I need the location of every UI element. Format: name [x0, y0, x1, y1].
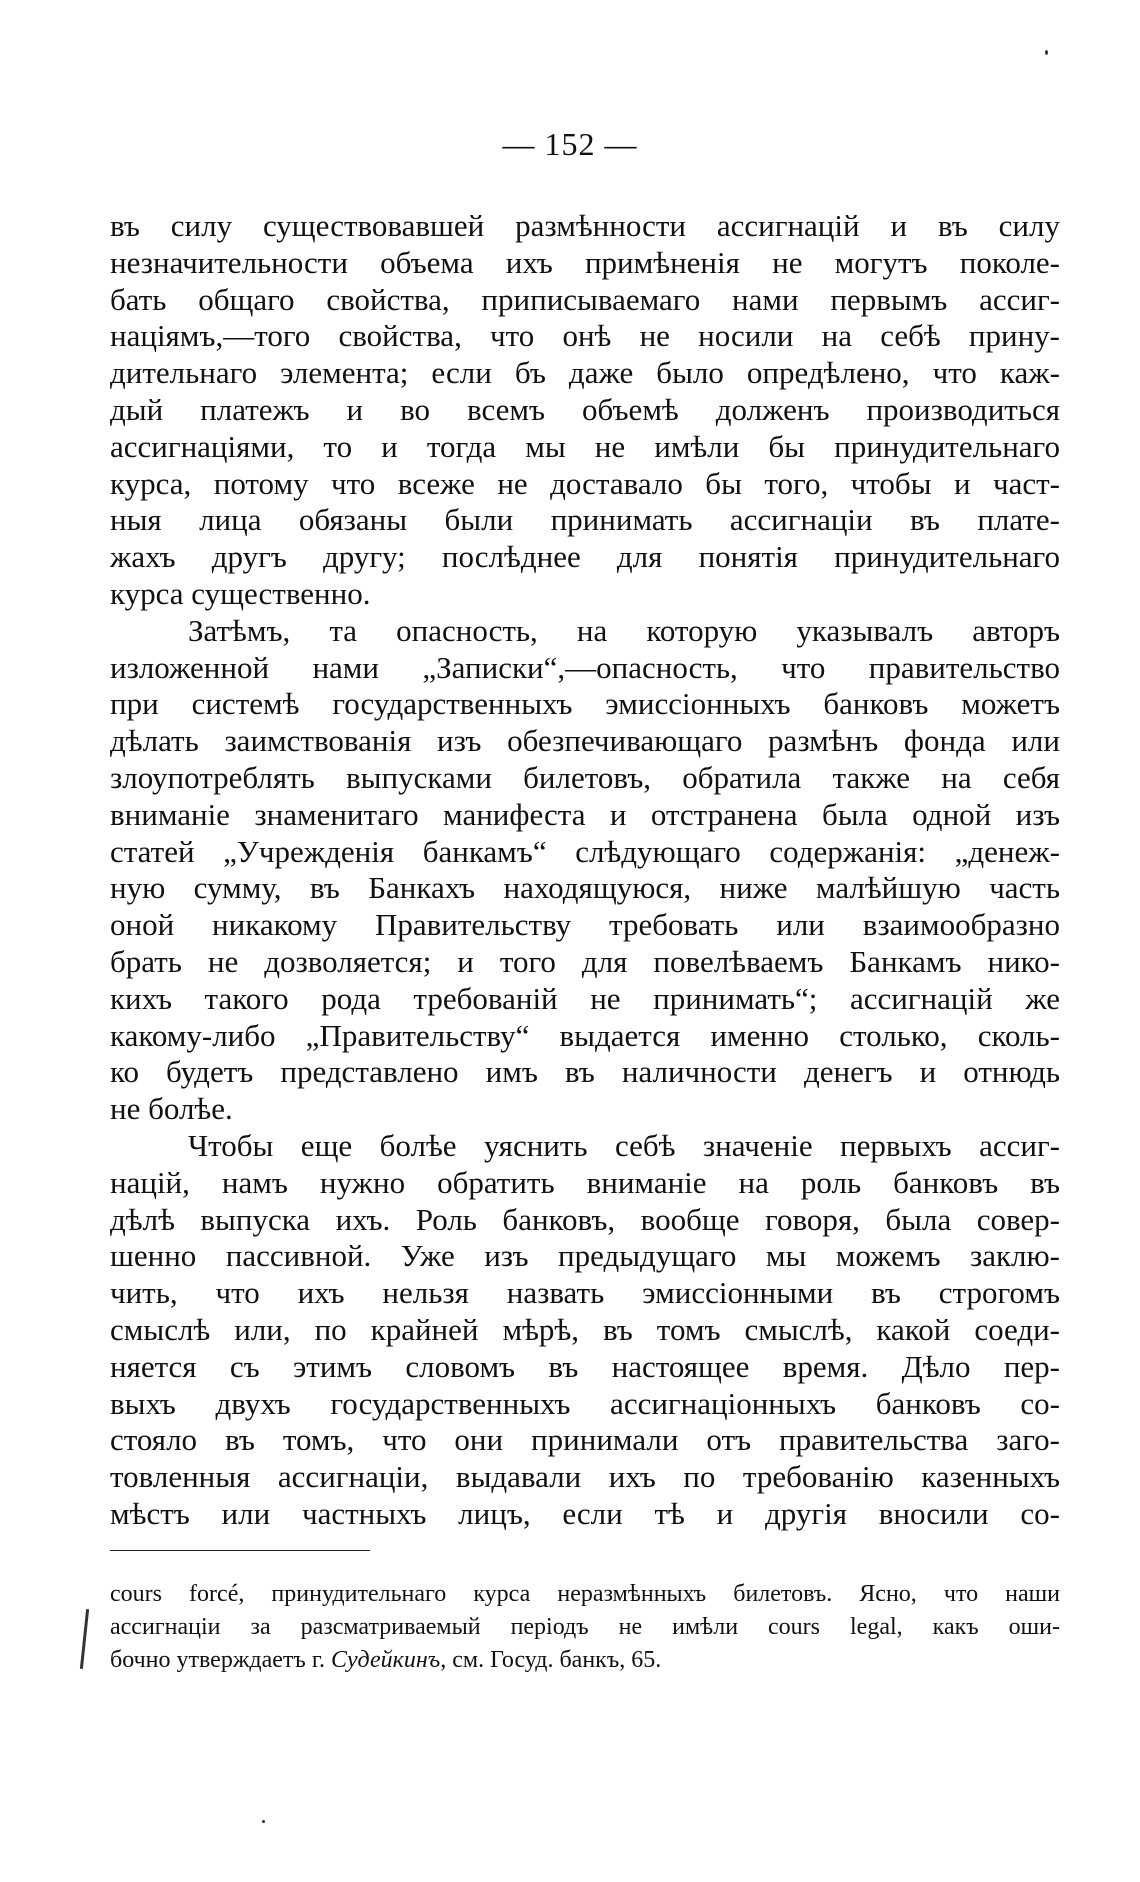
text-line: курса, потому что всеже не доставало бы того, чтобы и част-	[110, 465, 1060, 501]
footnote-line	[110, 1644, 1060, 1677]
text-line: злоупотреблять выпусками билетовъ, обратила также на себя	[110, 759, 1060, 795]
text-line: стояло въ томъ, что они принимали отъ правительства заго-	[110, 1422, 1060, 1458]
text-line: статей „Учрежденія банкамъ“ слѣдующаго содержанія: „денеж-	[110, 833, 1060, 869]
text-line: шенно пассивной. Уже изъ предыдущаго мы можемъ заклю-	[110, 1238, 1060, 1274]
text-line: въ силу существовавшей размѣнности ассигнацій и въ силу	[110, 208, 1060, 243]
text-line: товленныя ассигнаціи, выдавали ихъ по требованію казенныхъ	[110, 1459, 1060, 1495]
text-line: изложенной нами „Записки“,—опасность, что правительство	[110, 649, 1060, 685]
paragraph-start-line: Чтобы еще болѣе уяснить себѣ значеніе первыхъ ассиг-	[188, 1127, 1060, 1163]
paragraph-end-line: не болѣе.	[110, 1091, 233, 1127]
body-text	[110, 208, 1060, 1533]
text-line: ныя лица обязаны были принимать ассигнаціи въ плате-	[110, 502, 1060, 538]
text-line: оной никакому Правительству требовать или взаимообразно	[110, 907, 1060, 943]
page-number: — 152 —	[502, 126, 638, 162]
text-line: няется съ этимъ словомъ въ настоящее время. Дѣло пер-	[110, 1348, 1060, 1384]
text-line: кихъ такого рода требованій не принимать“; ассигнацій же	[110, 980, 1060, 1016]
text-line: дительнаго элемента; если бъ даже было опредѣлено, что каж-	[110, 355, 1060, 391]
ink-speck	[1045, 50, 1048, 55]
text-line: ко будетъ представлено имъ въ наличности денегъ и отнюдь	[110, 1054, 1060, 1090]
paragraph-start-line: Затѣмъ, та опасность, на которую указывалъ авторъ	[188, 612, 1060, 648]
text-line: выхъ двухъ государственныхъ ассигнаціонныхъ банковъ со-	[110, 1385, 1060, 1421]
footnote-author-name: Судейкинъ	[330, 1647, 441, 1673]
text-line: націй, намъ нужно обратить вниманіе на роль банковъ въ	[110, 1164, 1060, 1200]
footnote-line: ассигнаціи за разсматриваемый періодъ не имѣли cours legal, какъ оши-	[110, 1614, 1060, 1640]
text-line: ассигнаціями, то и тогда мы не имѣли бы принудительнаго	[110, 428, 1060, 464]
text-line: ную сумму, въ Банкахъ находящуюся, ниже малѣйшую часть	[110, 870, 1060, 906]
text-line: націямъ,—того свойства, что онѣ не носили на себѣ прину-	[110, 318, 1060, 354]
text-line: чить, что ихъ нельзя назвать эмиссіонными въ строгомъ	[110, 1275, 1060, 1311]
text-line: смыслѣ или, по крайней мѣрѣ, въ томъ смыслѣ, какой соеди-	[110, 1311, 1060, 1347]
text-line: какому-либо „Правительству“ выдается именно столько, сколь-	[110, 1017, 1060, 1053]
text-line: дый платежъ и во всемъ объемѣ долженъ производиться	[110, 391, 1060, 427]
text-line: мѣстъ или частныхъ лицъ, если тѣ и другія вносили со-	[110, 1495, 1060, 1531]
footnote-separator	[110, 1550, 370, 1551]
margin-pencil-mark	[80, 1609, 89, 1669]
footnote	[110, 1578, 1060, 1677]
footnote-text: бочно утверждаетъ г.	[110, 1647, 331, 1673]
text-line: дѣлѣ выпуска ихъ. Роль банковъ, вообще говоря, была совер-	[110, 1201, 1060, 1237]
text-line: жахъ другъ другу; послѣднее для понятія принудительнаго	[110, 539, 1060, 575]
footnote-text: , см. Госуд. банкъ, 65.	[440, 1647, 662, 1673]
text-line: вниманіе знаменитаго манифеста и отстранена была одной изъ	[110, 796, 1060, 832]
text-line: незначительности объема ихъ примѣненія не могутъ поколе-	[110, 244, 1060, 280]
footnote-line: cours forcé, принудительнаго курса неразмѣнныхъ билетовъ. Ясно, что наши	[110, 1581, 1060, 1607]
paragraph-end-line: курса существенно.	[110, 575, 371, 611]
text-line: брать не дозволяется; и того для повелѣваемъ Банкамъ нико-	[110, 943, 1060, 979]
text-line: при системѣ государственныхъ эмиссіонныхъ банковъ можетъ	[110, 686, 1060, 722]
text-line: дѣлать заимствованія изъ обезпечивающаго размѣнъ фонда или	[110, 723, 1060, 759]
ink-speck	[262, 1820, 265, 1823]
text-line: бать общаго свойства, приписываемаго нами первымъ ассиг-	[110, 281, 1060, 317]
